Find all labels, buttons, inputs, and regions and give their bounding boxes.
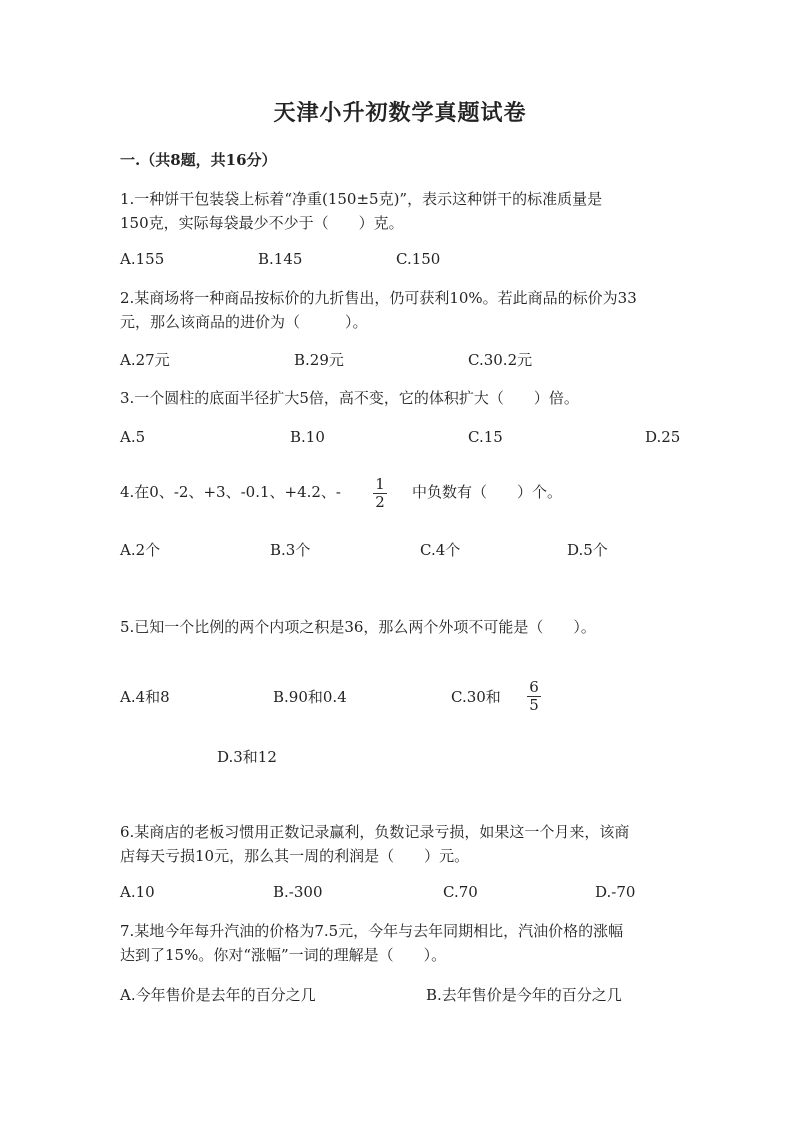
question-6-option-a: A.10: [120, 883, 155, 901]
question-7-line-1: 7.某地今年每升汽油的价格为7.5元，今年与去年同期相比，汽油价格的涨幅: [120, 922, 624, 940]
question-4-fraction: [373, 477, 387, 510]
fraction-denominator: 5: [529, 696, 539, 714]
question-6-line-2: 店每天亏损10元，那么其一周的利润是（ ）元。: [120, 847, 470, 865]
question-6-option-b: B.-300: [273, 883, 323, 901]
question-3-option-d: D.25: [645, 428, 681, 446]
question-7-line-2: 达到了15%。你对“涨幅”一词的理解是（ ）。: [120, 946, 447, 964]
question-2-option-a: A.27元: [120, 351, 170, 369]
question-2-option-c: C.30.2元: [468, 351, 533, 369]
question-1-line-2: 150克，实际每袋最少不少于（ ）克。: [120, 214, 404, 232]
question-4-option-c: C.4个: [420, 541, 461, 559]
fraction-denominator: 2: [375, 493, 385, 511]
section-heading: 一.（共8题，共16分）: [120, 151, 277, 169]
question-3-option-c: C.15: [468, 428, 503, 446]
question-4-option-d: D.5个: [567, 541, 608, 559]
question-3-option-a: A.5: [120, 428, 146, 446]
question-5-line-1: 5.已知一个比例的两个内项之积是36，那么两个外项不可能是（ ）。: [120, 618, 596, 636]
fraction-numerator: 1: [375, 475, 385, 493]
page-title: 天津小升初数学真题试卷: [273, 100, 527, 126]
question-1-line-1: 1.一种饼干包装袋上标着“净重(150±5克)”，表示这种饼干的标准质量是: [120, 190, 603, 208]
question-5-option-b: B.90和0.4: [273, 688, 347, 706]
question-5-option-c: C.30和: [451, 688, 501, 706]
question-4-option-a: A.2个: [120, 541, 161, 559]
question-6-option-c: C.70: [443, 883, 478, 901]
question-2-option-b: B.29元: [294, 351, 344, 369]
question-3-option-b: B.10: [290, 428, 325, 446]
question-6-line-1: 6.某商店的老板习惯用正数记录赢利，负数记录亏损，如果这一个月来，该商: [120, 823, 630, 841]
question-7-option-a: A.今年售价是去年的百分之几: [120, 986, 316, 1004]
question-2-line-1: 2.某商场将一种商品按标价的九折售出，仍可获利10%。若此商品的标价为33: [120, 289, 637, 307]
question-4-suffix: 中负数有（ ）个。: [412, 483, 563, 501]
question-4-prefix: 4.在0、-2、+3、-0.1、+4.2、-: [120, 483, 341, 501]
question-5-fraction: [527, 680, 541, 713]
question-5-option-a: A.4和8: [120, 688, 170, 706]
question-1-option-a: A.155: [120, 250, 165, 268]
question-3-line-1: 3.一个圆柱的底面半径扩大5倍，高不变，它的体积扩大（ ）倍。: [120, 389, 579, 407]
fraction-numerator: 6: [529, 678, 539, 696]
question-2-line-2: 元，那么该商品的进价为（ ）。: [120, 313, 368, 331]
question-1-option-c: C.150: [396, 250, 441, 268]
question-7-option-b: B.去年售价是今年的百分之几: [426, 986, 622, 1004]
question-5-option-d: D.3和12: [217, 748, 277, 766]
question-6-option-d: D.-70: [595, 883, 636, 901]
question-1-option-b: B.145: [258, 250, 303, 268]
question-4-option-b: B.3个: [270, 541, 311, 559]
